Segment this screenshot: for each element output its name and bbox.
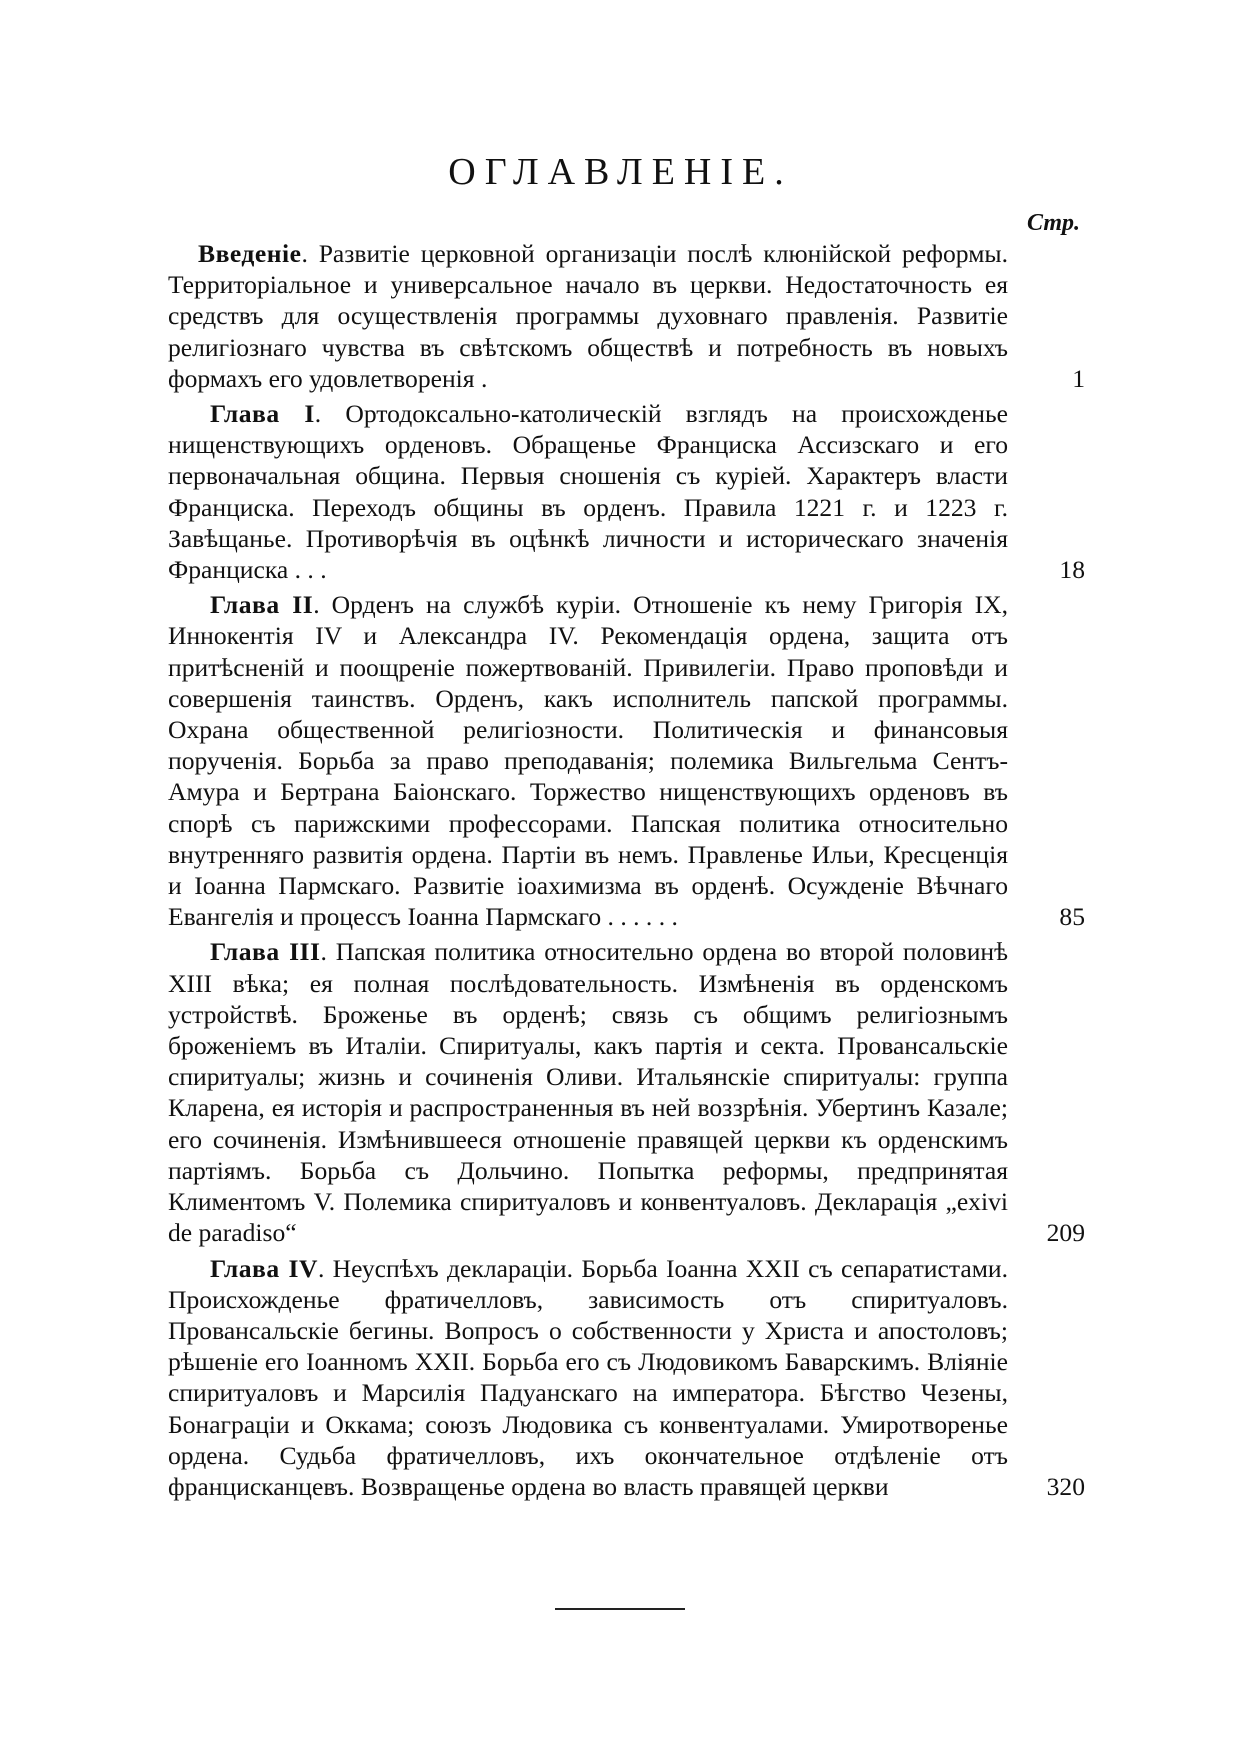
toc-entry-page-number: 320 (1046, 1471, 1085, 1501)
toc-entry-text (168, 1253, 1008, 1503)
table-of-contents (168, 238, 1085, 1506)
toc-entry-heading: Глава II (210, 590, 314, 620)
toc-entry-text (168, 238, 1008, 394)
toc-entry-text (168, 589, 1008, 932)
page-column-label: Стр. (1026, 210, 1080, 236)
toc-entry-description: . Развитіе церковной организаціи послѣ клюнійской реформы. Территоріальное и универсальное начало въ церкви. Недостаточность ея средствъ для осуществленія программы духовнаго правленія. Развитіе религіознаго чувства въ свѣтскомъ обществѣ и потребность въ новыхъ формахъ его удовлетворенія . (168, 239, 1008, 393)
toc-entry-chapter-4 (168, 1253, 1085, 1503)
toc-entry-chapter-1 (168, 398, 1085, 585)
toc-entry-heading: Глава IV (210, 1253, 318, 1283)
page-title: ОГЛАВЛЕНІЕ. (448, 151, 793, 193)
toc-entry-page-number: 18 (1059, 555, 1085, 585)
toc-entry-introduction (168, 238, 1085, 394)
closing-rule (555, 1608, 685, 1610)
toc-entry-heading: Введеніе (198, 239, 302, 268)
toc-entry-description: . Папская политика относительно ордена во второй половинѣ XIII вѣка; ея полная послѣдовательность. Измѣненія въ орденскомъ устройствѣ. Броженье въ орденѣ; связь съ общимъ религіознымъ броженіемъ въ Италіи. Спиритуалы, какъ партія и секта. Провансальскіе спиритуалы; жизнь и сочиненія Оливи. Итальянскіе спиритуалы: группа Кларена, ея исторія и распространенныя въ ней воззрѣнія. Убертинъ Казале; его сочиненія. Измѣнившееся отношеніе правящей церкви къ орденскимъ партіямъ. Борьба съ Дольчино. Попытка реформы, предпринятая Климентомъ V. Полемика спиритуаловъ и конвентуаловъ. Декларація „exivi de paradiso“ (168, 937, 1008, 1248)
toc-entry-text (168, 398, 1008, 585)
toc-entry-heading: Глава I (210, 399, 315, 429)
toc-entry-description: . Ортодоксально-католическій взглядъ на происхожденье нищенствующихъ орденовъ. Обращенье Франциска Ассизскаго и его первоначальная община. Первыя сношенія съ куріей. Характеръ власти Франциска. Переходъ общины въ орденъ. Правила 1221 г. и 1223 г. Завѣщанье. Противорѣчія въ оцѣнкѣ личности и историческаго значенія Франциска . . . (168, 399, 1009, 585)
toc-entry-page-number: 85 (1059, 902, 1085, 932)
toc-entry-description: . Орденъ на службѣ куріи. Отношеніе къ нему Григорія IX, Иннокентія IV и Александра IV. Рекомендація ордена, защита отъ притѣсненій и поощреніе пожертвованій. Привилегіи. Право проповѣди и совершенія таинствъ. Орденъ, какъ исполнитель папской программы. Охрана общественной религіозности. Политическія и финансовыя порученія. Борьба за право преподаванія; полемика Вильгельма Сентъ-Амура и Бертрана Баіонскаго. Торжество нищенствующихъ орденовъ въ спорѣ съ парижскими профессорами. Папская политика относительно внутренняго развитія ордена. Партіи въ немъ. Правленье Ильи, Кресценція и Іоанна Пармскаго. Развитіе іоахимизма въ орденѣ. Осужденіе Вѣчнаго Евангелія и процессъ Іоанна Пармскаго . . . . . . (168, 590, 1008, 932)
toc-entry-text (168, 936, 1008, 1248)
toc-entry-page-number: 209 (1046, 1218, 1085, 1248)
toc-entry-chapter-2 (168, 589, 1085, 932)
toc-entry-page-number: 1 (1072, 363, 1085, 393)
toc-entry-heading: Глава III (210, 937, 321, 967)
toc-entry-chapter-3 (168, 936, 1085, 1248)
toc-entry-description: . Неуспѣхъ декларацiи. Борьба Іоанна XXII съ сепаратистами. Происхожденье фратичелловъ, зависимость отъ спиритуаловъ. Провансальскіе бегины. Вопросъ о собственности у Христа и апостоловъ; рѣшеніе его Іоанномъ XXII. Борьба его съ Людовикомъ Баварскимъ. Вліяніе спиритуаловъ и Марсилія Падуанскаго на императора. Бѣгство Чезены, Бонаграціи и Оккама; союзъ Людовика съ конвентуалами. Умиротворенье ордена. Судьба фратичелловъ, ихъ окончательное отдѣленіе отъ францисканцевъ. Возвращенье ордена во власть правящей церкви (168, 1253, 1009, 1501)
